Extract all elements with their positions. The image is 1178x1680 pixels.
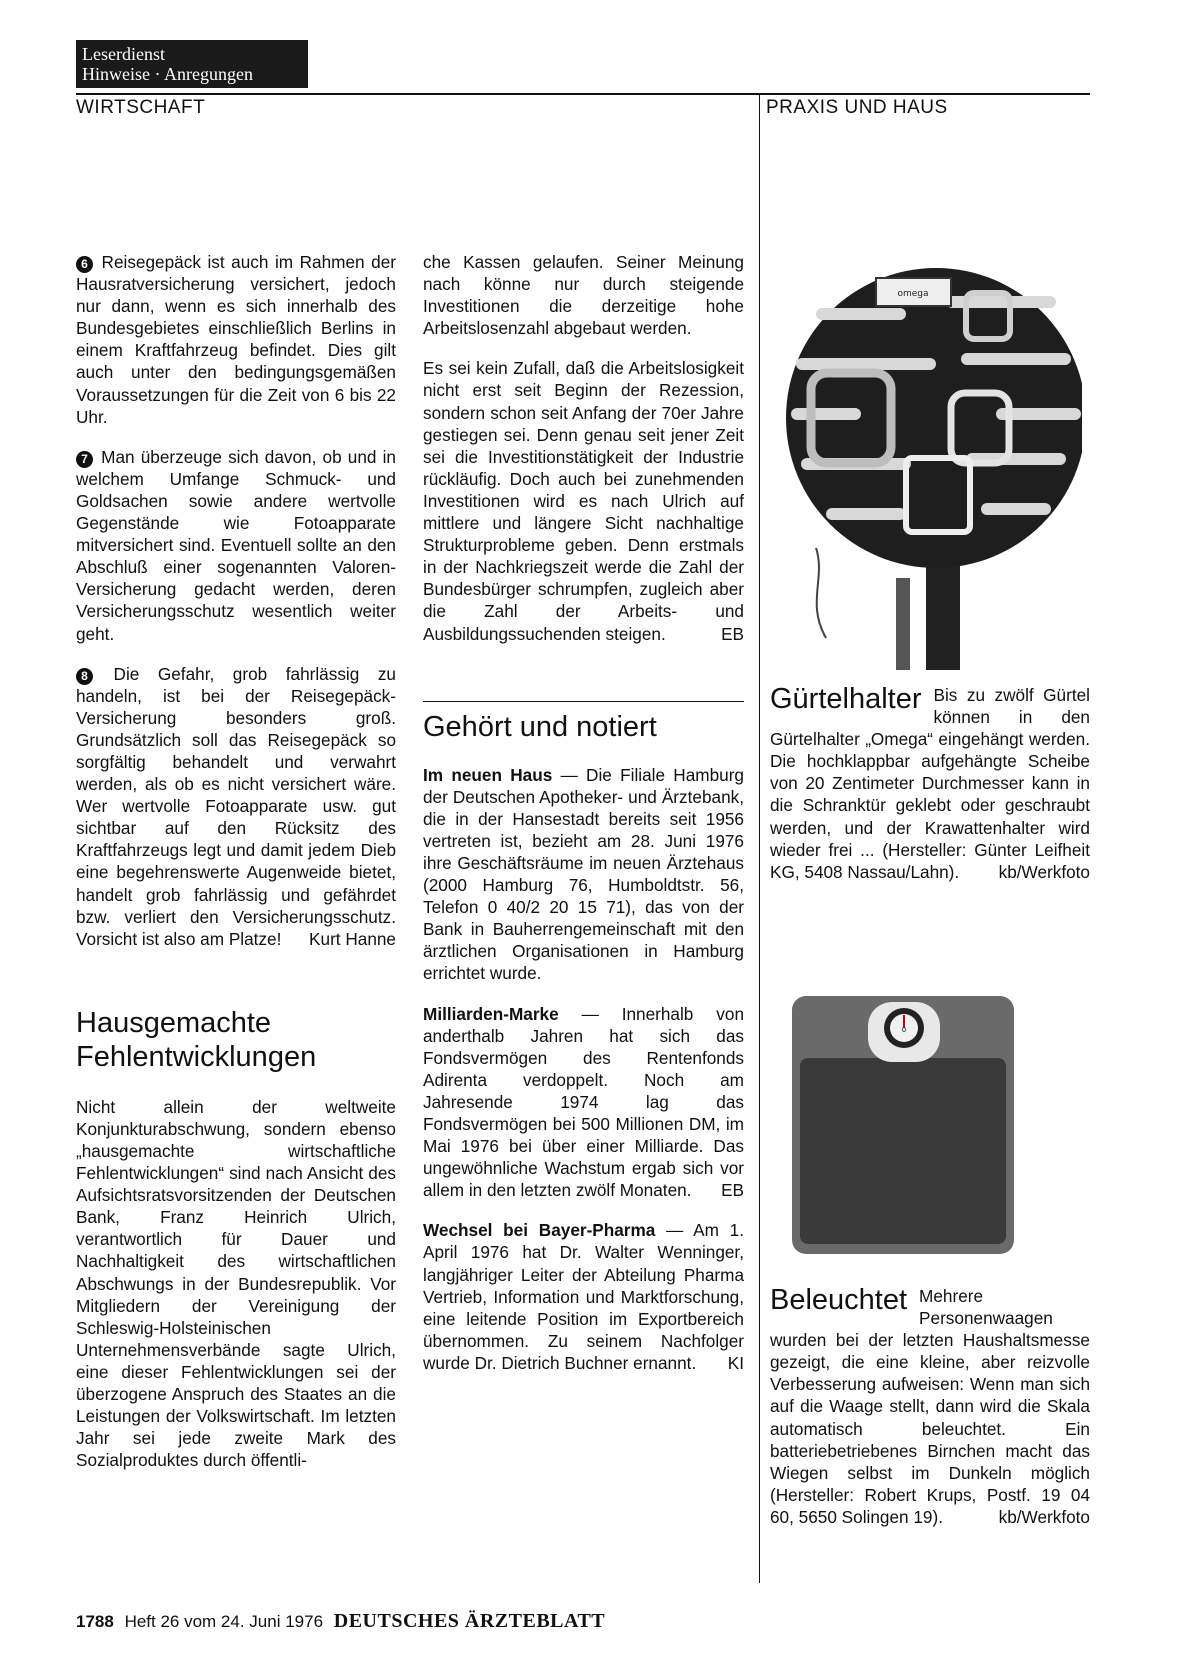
product-1-credit: kb/Werkfoto [998, 861, 1090, 882]
column-divider-vertical [759, 93, 760, 1583]
section-label-praxis: PRAXIS UND HAUS [766, 97, 948, 118]
page-number: 1788 [76, 1612, 114, 1631]
product-2-text: Mehrere Personenwaagen wurden bei der letzten Haushaltsmesse gezeigt, die eine kleine, aber reizvolle Verbesserung aufweisen: Wenn man sich auf die Waage stellt, dann wird die Skala automatisch beleuchtet. Ein batteriebetriebenes Birnchen macht das Wiegen selbst im Dunkeln möglich (Hersteller: Robert Krups, Postf. 19 04 60, 5650 Solingen 19). [770, 1286, 1090, 1527]
list-item-7-text: Man überzeuge sich davon, ob und in welchem Umfange Schmuck- und Goldsachen sowie andere wertvolle Gegenstände wie Fotoapparate mitversichert sind. Eventuell sollte an den Abschluß einer sogenannten Valoren-Versicherung gedacht werden, deren Versicherungsschutz wesentlich weiter geht. [76, 446, 396, 644]
leserdienst-badge [76, 40, 308, 88]
column-2 [423, 251, 744, 1392]
product-title-guertelhalter: Gürtelhalter [770, 683, 922, 715]
belt-holder-illustration [786, 248, 1082, 670]
list-item-7 [76, 446, 396, 645]
header-rule [76, 93, 1090, 95]
column-1 [76, 251, 396, 1489]
author-signature: Kurt Hanne [309, 928, 396, 949]
badge-line-2: Hinweise · Anregungen [82, 64, 253, 84]
scale-illustration [786, 988, 1018, 1258]
belt-holder-photo [786, 248, 1082, 670]
article-paragraph-2 [423, 357, 744, 644]
news-item-3-head: Wechsel bei Bayer-Pharma [423, 1220, 656, 1241]
list-item-6-text: Reisegepäck ist auch im Rahmen der Hausratversicherung versichert, jedoch nur dann, wenn es sich innerhalb des Bundesgebietes einschließlich Berlins in einem Kraftfahrzeug befindet. Dies gilt auch unter den bedingungsgemäßen Voraussetzungen für die Zeit von 6 bis 22 Uhr. [76, 252, 396, 427]
badge-line-1: Leserdienst [82, 44, 165, 64]
section-title-notiert: Gehört und notiert [423, 710, 657, 743]
section-label-wirtschaft: WIRTSCHAFT [76, 97, 206, 118]
number-badge-6: 6 [76, 256, 93, 273]
article-continuation: che Kassen gelaufen. Seiner Meinung nach könne nur durch steigende Investitionen die derzeitige hohe Arbeitslosenzahl abgebaut werden. [423, 252, 744, 339]
omega-logo-label: omega [897, 289, 929, 299]
scale-photo [786, 988, 1018, 1258]
list-item-8 [76, 663, 396, 950]
number-badge-7: 7 [76, 451, 93, 468]
news-item-3-text: — Am 1. April 1976 hat Dr. Walter Wenninger, langjähriger Leiter der Abteilung Pharma Vertrieb, Information und Marktforschung, eine leitende Position im Exportbereich übernommen. Zu seinem Nachfolger wurde Dr. Dietrich Buchner ernannt. [423, 1220, 745, 1373]
notiert-rule [423, 701, 744, 702]
column-3-scale [770, 1285, 1090, 1528]
news-item-2-signature: EB [721, 1180, 744, 1201]
article-paragraph-2-text: Es sei kein Zufall, daß die Arbeitslosigkeit nicht erst seit Beginn der Rezession, sondern schon seit Anfang der 70er Jahre gestiegen sei. Denn genau seit jener Zeit sei die Investitionstätigkeit der Industrie rückläufig. Doch auch bei zunehmenden Investitionen wird es nach Ulrich auf mittlere und längere Sicht nachhaltige Strukturprobleme geben. Denn erstmals in der Nachkriegszeit werde die Zahl der Bundesbürger schrumpfen, zugleich aber die Zahl der Arbeits- und Ausbildungssuchenden steigen. [423, 358, 744, 644]
issue-info: Heft 26 vom 24. Juni 1976 [124, 1612, 324, 1631]
list-item-6 [76, 251, 396, 428]
svg-text:0: 0 [901, 1026, 907, 1034]
page-footer [76, 1610, 605, 1633]
paragraph-signature: EB [721, 623, 744, 644]
product-title-beleuchtet: Beleuchtet [770, 1284, 908, 1316]
news-item-2 [423, 1003, 744, 1202]
news-item-3 [423, 1219, 744, 1374]
news-item-1-head: Im neuen Haus [423, 764, 553, 785]
column-3-belt-holder [770, 684, 1090, 883]
article-body: Nicht allein der weltweite Konjunkturabschwung, sondern ebenso „hausgemachte wirtschaftliche Fehlentwicklungen“ sind nach Ansicht des Aufsichtsratsvorsitzenden der Deutschen Bank, Franz Heinrich Ulrich, verantwortlich für Dauer und Nachhaltigkeit des wirtschaftlichen Abschwungs in der Bundesrepublik. Vor Mitgliedern der Vereinigung der Schleswig-Holsteinischen Unternehmensverbände sagte Ulrich, eine dieser Fehlentwicklungen sei der überzogene Anspruch des Staates an die Leistungen der Volkswirtschaft. Im letzten Jahr sei jede zweite Mark des Sozialproduktes durch öffentli- [76, 1096, 396, 1471]
number-badge-8: 8 [76, 668, 93, 685]
news-item-1 [423, 764, 744, 985]
news-item-2-text: — Innerhalb von anderthalb Jahren hat sich das Fondsvermögen des Rentenfonds Adirenta verdoppelt. Noch am Jahresende 1974 lag das Fondsvermögen bei 500 Millionen DM, im Mai 1976 bei über einer Milliarde. Das ungewöhnliche Wachstum ergab sich vor allem in den letzten zwölf Monaten. [423, 1003, 745, 1201]
news-item-3-signature: KI [727, 1352, 744, 1373]
news-item-1-text: — Die Filiale Hamburg der Deutschen Apotheker- und Ärztebank, die in der Hansestadt bereits seit 1956 vertreten ist, bezieht am 28. Juni 1976 ihre Geschäftsräume im neuen Ärztehaus (2000 Hamburg 76, Humboldtstr. 56, Telefon 0 40/2 20 15 71), das von der Bank in Bauherrengemeinschaft mit den ärztlichen Organisationen in Hamburg errichtet wurde. [423, 764, 744, 984]
news-item-2-head: Milliarden-Marke [423, 1003, 559, 1024]
journal-name: DEUTSCHES ÄRZTEBLATT [333, 1610, 606, 1632]
product-1-text: Bis zu zwölf Gürtel können in den Gürtelhalter „Omega“ eingehängt werden. Die hochklappbar aufgehängte Scheibe von 20 Zentimeter Durchmesser kann in die Schranktür geklebt oder geschraubt werden, und der Krawattenhalter wird wieder frei ... (Hersteller: Günter Leifheit KG, 5408 Nassau/Lahn). [770, 685, 1090, 882]
article-title: Hausgemachte Fehlentwicklungen [76, 1006, 317, 1073]
list-item-8-text: Die Gefahr, grob fahrlässig zu handeln, ist bei der Reisegepäck-Versicherung besonders groß. Grundsätzlich soll das Reisegepäck so sorgfältig behandelt und verwahrt werden, als ob es nicht versichert wäre. Wer wertvolle Fotoapparate usw. gut sichtbar auf den Rücksitz des Kraftfahrzeugs legt und damit jedem Dieb eine begehrenswerte Augenweide bietet, handelt grob fahrlässig und gefährdet bzw. verliert den Versicherungsschutz. Vorsicht ist also am Platze! [76, 663, 396, 949]
product-2-credit: kb/Werkfoto [998, 1506, 1090, 1527]
